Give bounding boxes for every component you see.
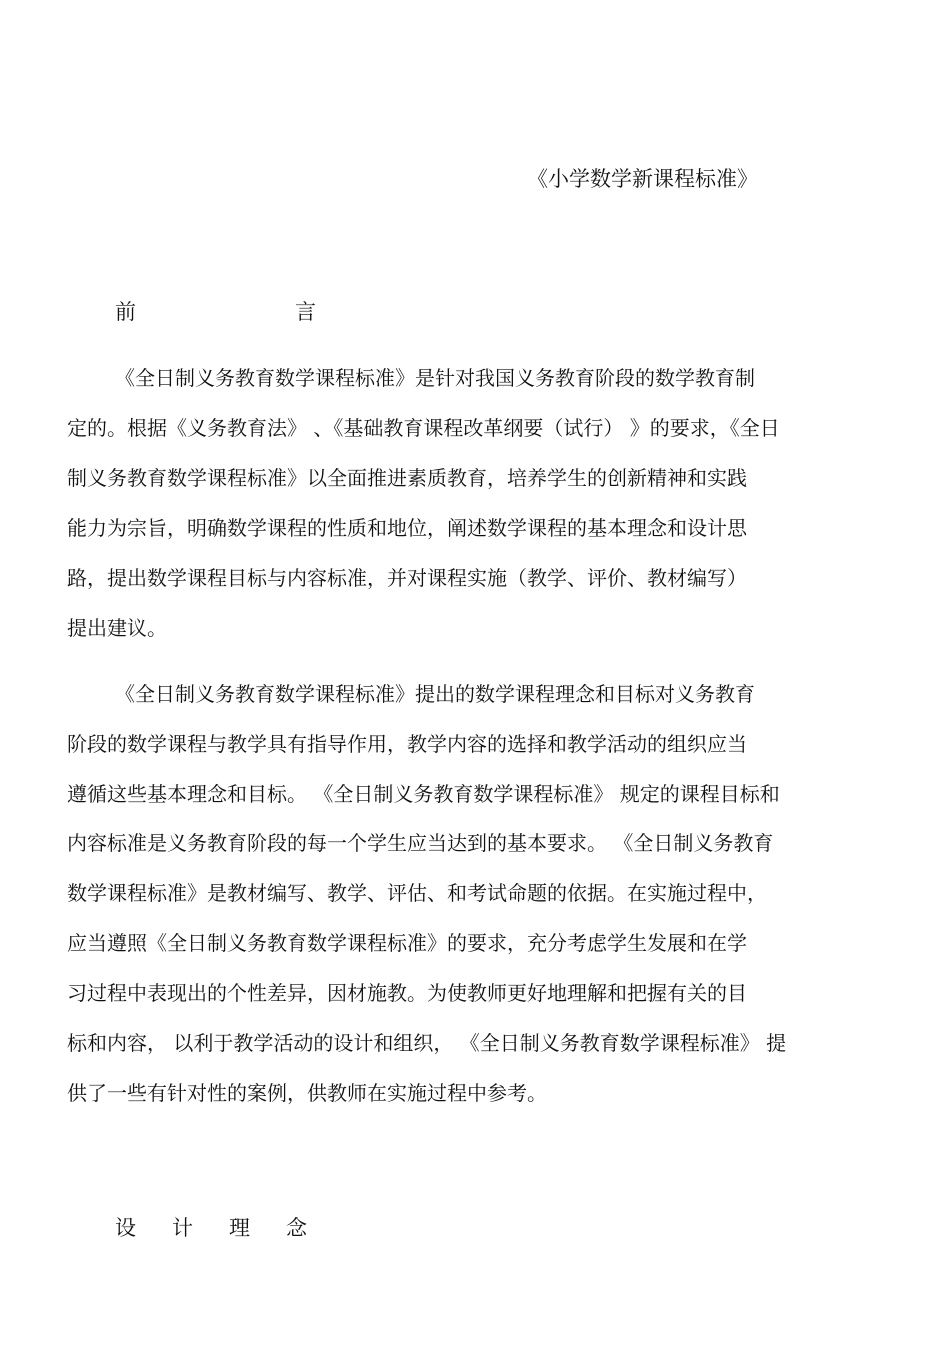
text-line: 制义务教育数学课程标准》以全面推进素质教育，培养学生的创新精神和实践 [67, 466, 747, 490]
design-heading-char: 计 [172, 1216, 193, 1240]
text-line: 路，提出数学课程目标与内容标准，并对课程实施（教学、评价、教材编写） [67, 566, 747, 590]
text-line: 数学课程标准》是教材编写、教学、评估、和考试命题的依据。在实施过程中， [67, 881, 767, 905]
preface-heading-char: 言 [295, 300, 316, 324]
preface-heading-char: 前 [115, 300, 136, 324]
text-line: 标和内容， 以利于教学活动的设计和组织， 《全日制义务教育数学课程标准》 提 [67, 1031, 787, 1055]
preface-heading [115, 297, 316, 327]
text-line: 供了一些有针对性的案例，供教师在实施过程中参考。 [67, 1081, 547, 1105]
text-line: 提出建议。 [67, 616, 167, 640]
text-line: 定的。根据《义务教育法》 、《基础教育课程改革纲要（试行） 》的要求，《全日 [67, 416, 780, 440]
text-line: 遵循这些基本理念和目标。 《全日制义务教育数学课程标准》 规定的课程目标和 [67, 782, 780, 806]
design-heading-char: 念 [286, 1216, 307, 1240]
text-line: 阶段的数学课程与教学具有指导作用，教学内容的选择和教学活动的组织应当 [67, 732, 747, 756]
document-title: 《小学数学新课程标准》 [527, 167, 758, 191]
text-line: 《全日制义务教育数学课程标准》提出的数学课程理念和目标对义务教育 [115, 682, 755, 706]
design-heading-char: 理 [229, 1216, 250, 1240]
text-line: 内容标准是义务教育阶段的每一个学生应当达到的基本要求。 《全日制义务教育 [67, 831, 774, 855]
text-line: 应当遵照《全日制义务教育数学课程标准》的要求，充分考虑学生发展和在学 [67, 931, 747, 955]
text-line: 《全日制义务教育数学课程标准》是针对我国义务教育阶段的数学教育制 [115, 366, 755, 390]
design-concept-heading [115, 1213, 307, 1243]
design-heading-char: 设 [115, 1216, 136, 1240]
text-line: 能力为宗旨，明确数学课程的性质和地位，阐述数学课程的基本理念和设计思 [67, 516, 747, 540]
text-line: 习过程中表现出的个性差异，因材施教。为使教师更好地理解和把握有关的目 [67, 981, 747, 1005]
